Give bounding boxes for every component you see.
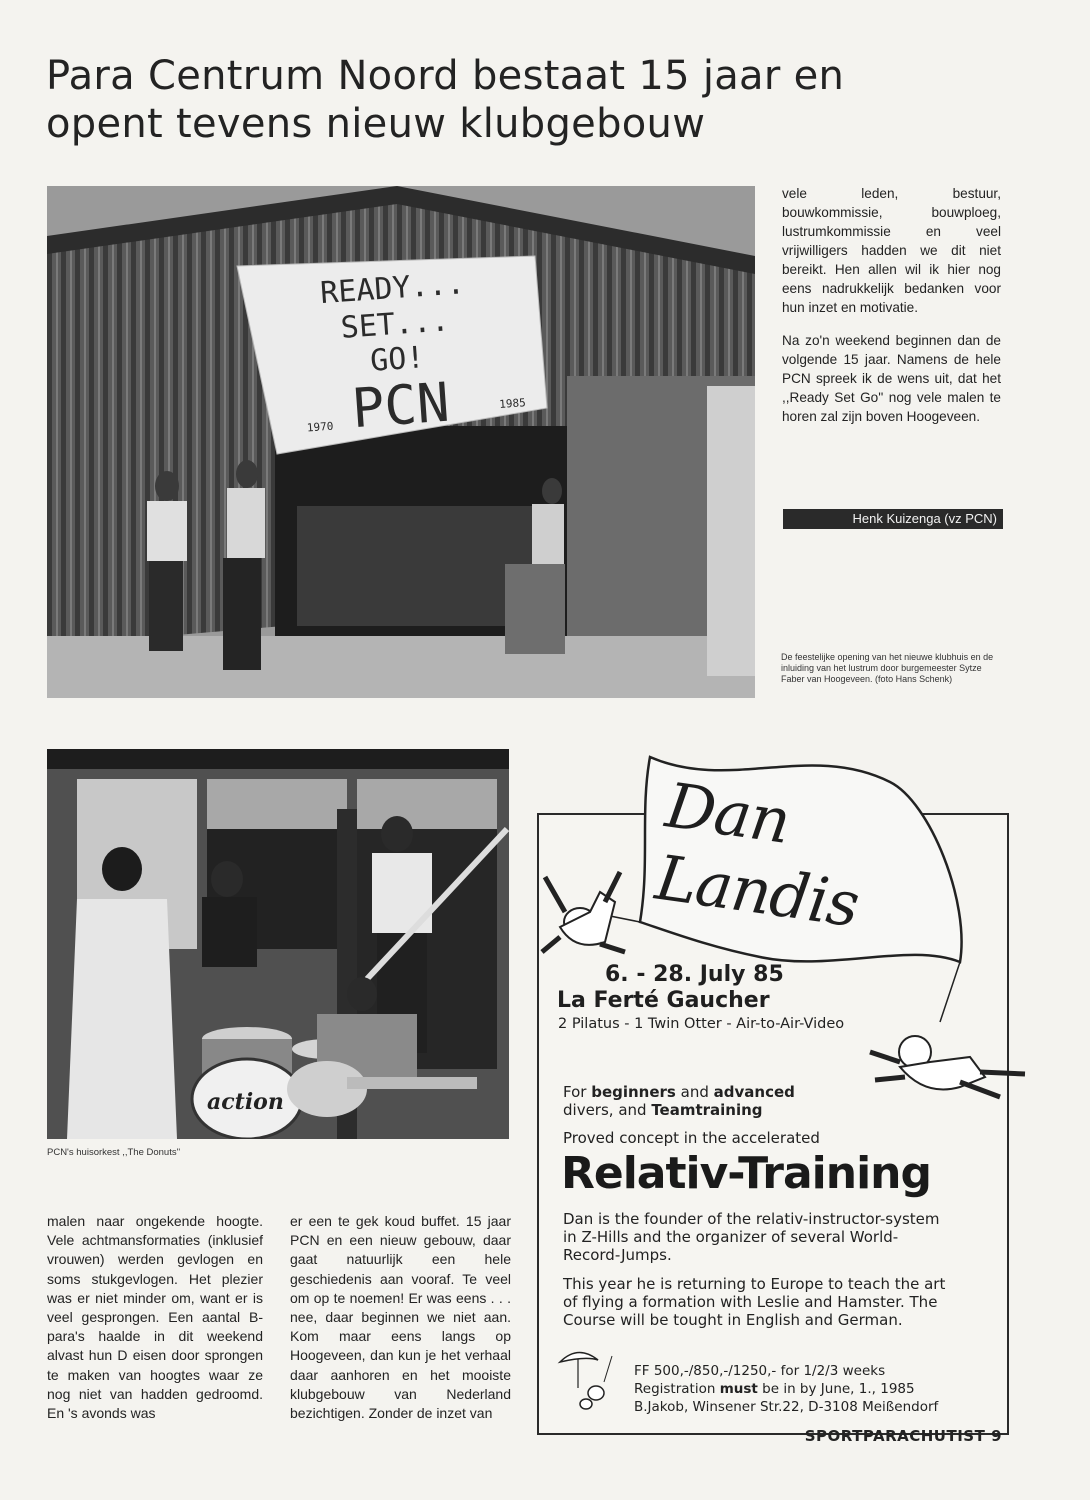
ad-teamtraining: Teamtraining [651, 1101, 763, 1119]
band-photo-art [47, 749, 509, 1139]
ad-beginners: beginners [591, 1083, 676, 1101]
footer-magazine: SPORTPARACHUTIST [804, 1427, 986, 1445]
right-column-text [782, 184, 1001, 440]
band-photo [47, 749, 509, 1139]
ad-reg-must: must [719, 1381, 758, 1397]
banner-line-2: GO! [369, 340, 426, 379]
ad-audience [563, 1083, 958, 1119]
ad-planes: 2 Pilatus - 1 Twin Otter - Air-to-Air-Video [558, 1016, 845, 1032]
parachute-icon [556, 1348, 618, 1414]
title-line-2: opent tevens nieuw klubgebouw [46, 101, 706, 147]
ad-registration-line [634, 1380, 938, 1398]
footer-page-number: 9 [991, 1427, 1002, 1445]
skydiver-left-icon [542, 872, 625, 952]
ad-reg-prefix: Registration [634, 1381, 720, 1397]
ad-prices [634, 1362, 938, 1416]
article-title [46, 52, 946, 148]
ad-price-line: FF 500,-/850,-/1250,- for 1/2/3 weeks [634, 1363, 886, 1379]
author-signature: Henk Kuizenga (vz PCN) [783, 509, 1003, 529]
clubhouse-opening-photo [47, 186, 755, 698]
ad-paragraph-2: This year he is returning to Europe to teach the art of flying a formation with Leslie and Hamster. The Course will be tought in English and German. [563, 1275, 946, 1329]
right-paragraph-2: Na zo'n weekend beginnen dan de volgende 15 jaar. Namens de hele PCN spreek ik de wens uit, dat het ,,Ready Set Go'' nog vele malen te horen zal zijn boven Hoogeveen. [782, 333, 1001, 424]
ad-dates: 6. - 28. July 85 [605, 962, 784, 987]
right-paragraph-1: vele leden, bestuur, bouwkommissie, bouwploeg, lustrumkommissie en veel vrijwilligers hadden we dit niet bereikt. Hen allen wil ik hier nog eens nadrukkelijk bedanken voor hun inzet en motivatie. [782, 186, 1001, 315]
banner-year-end: 1985 [498, 396, 527, 411]
ad-divers: divers, and [563, 1101, 652, 1119]
ad-paragraph-1: Dan is the founder of the relativ-instructor-system in Z-Hills and the organizer of several World-Record-Jumps. [563, 1210, 940, 1264]
bottom-column-2: er een te gek koud buffet. 15 jaar PCN en een nieuw gebouw, daar gaat natuurlijk een hele geschiedenis aan vooraf. Te veel om op te noemen! Er was eens . . . nee, daar beginnen we niet aan. Kom maar eens langs op Hoogeveen, dan kun je het verhaal daar aanhoren en het mooiste klubgebouw van Nederland bezichtigen. Zonder de inzet van [290, 1213, 511, 1422]
ad-and: and [675, 1083, 714, 1101]
ad-address-line: B.Jakob, Winsener Str.22, D-3108 Meißendorf [634, 1399, 939, 1415]
ad-for-prefix: For [563, 1083, 592, 1101]
clubhouse-photo-art [47, 186, 755, 698]
ad-proved: Proved concept in the accelerated [563, 1129, 820, 1147]
banner-pcn: PCN [349, 370, 452, 441]
banner-line-1: READY... SET... [319, 266, 466, 346]
photo1-caption: De feestelijke opening van het nieuwe klubhuis en de inluiding van het lustrum door burgemeester Sytze Faber van Hoogeveen. (foto Hans Schenk) [781, 652, 994, 684]
banner [257, 262, 538, 446]
ad-reg-suffix: be in by June, 1., 1985 [757, 1381, 915, 1397]
ad-advanced: advanced [713, 1083, 795, 1101]
photo2-caption: PCN's huisorkest ,,The Donuts'' [47, 1147, 181, 1158]
ad-logo-dan-landis: Dan Landis [651, 768, 863, 942]
ad-relativ-training: Relativ-Training [561, 1148, 931, 1199]
bottom-column-1: malen naar ongekende hoogte. Vele achtmansformaties (inklusief vrouwen) werden gevlogen en soms stukgevlogen. Het plezier was er niet minder om, want er is veel gesprongen. Een aantal B-para's haalde in dit weekend alvast hun D eisen door sprongen te maken van hoogtes waar ze nog niet van hadden gedroomd. En 's avonds was [47, 1213, 263, 1422]
drum-logo: action [207, 1089, 284, 1115]
title-line-1: Para Centrum Noord bestaat 15 jaar en [46, 53, 845, 99]
banner-year-start: 1970 [306, 419, 334, 435]
ad-place: La Ferté Gaucher [557, 988, 770, 1013]
page-footer [805, 1427, 1002, 1445]
